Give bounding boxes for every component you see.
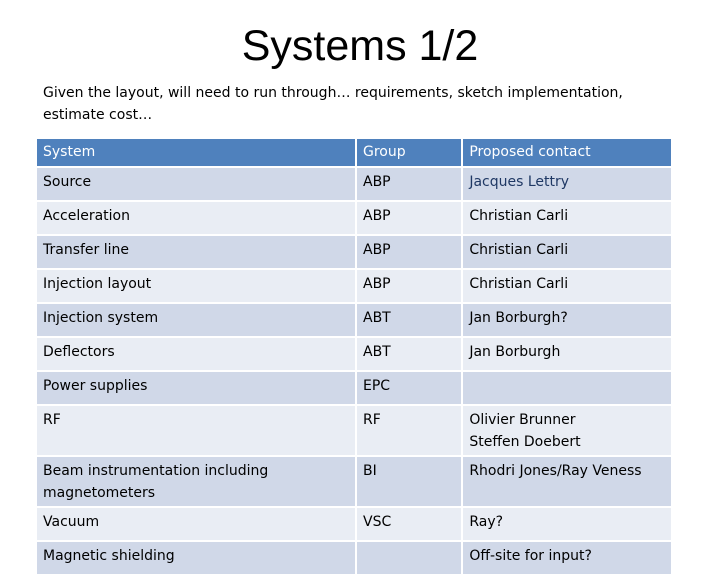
header-system: System <box>37 139 355 166</box>
cell-system: Acceleration <box>37 202 355 234</box>
table-row <box>37 168 671 200</box>
table-row <box>37 270 671 302</box>
cell-contact: Jan Borburgh? <box>463 304 671 336</box>
slide-subtitle: Given the layout, will need to run through… requirements, sketch implementation, estimate cost… <box>43 85 623 123</box>
cell-system: Source <box>37 168 355 200</box>
cell-contact: Rhodri Jones/Ray Veness <box>463 457 671 506</box>
cell-contact: Olivier Brunner Steffen Doebert <box>463 406 671 455</box>
cell-contact-link[interactable]: Jacques Lettry <box>463 168 671 200</box>
cell-group <box>357 542 461 574</box>
table-header-row <box>37 139 671 166</box>
cell-group: ABP <box>357 236 461 268</box>
table-row <box>37 542 671 574</box>
cell-group: EPC <box>357 372 461 404</box>
cell-system: Vacuum <box>37 508 355 540</box>
cell-system: Power supplies <box>37 372 355 404</box>
cell-group: ABP <box>357 270 461 302</box>
table-row <box>37 372 671 404</box>
cell-system: Transfer line <box>37 236 355 268</box>
header-proposed-contact: Proposed contact <box>463 139 671 166</box>
cell-group: BI <box>357 457 461 506</box>
header-group: Group <box>357 139 461 166</box>
cell-system: Injection layout <box>37 270 355 302</box>
cell-group: RF <box>357 406 461 455</box>
cell-contact: Off-site for input? <box>463 542 671 574</box>
table-row <box>37 338 671 370</box>
cell-group: ABP <box>357 202 461 234</box>
cell-contact: Christian Carli <box>463 202 671 234</box>
cell-contact <box>463 372 671 404</box>
table-row <box>37 457 671 506</box>
cell-system: Beam instrumentation including magnetometers <box>37 457 355 506</box>
cell-system: Magnetic shielding <box>37 542 355 574</box>
cell-group: ABT <box>357 338 461 370</box>
cell-contact: Ray? <box>463 508 671 540</box>
table-row <box>37 236 671 268</box>
cell-group: VSC <box>357 508 461 540</box>
cell-contact: Christian Carli <box>463 270 671 302</box>
cell-system: RF <box>37 406 355 455</box>
systems-table <box>35 137 673 576</box>
table-row <box>37 508 671 540</box>
cell-contact: Christian Carli <box>463 236 671 268</box>
table-row <box>37 202 671 234</box>
cell-group: ABT <box>357 304 461 336</box>
cell-group: ABP <box>357 168 461 200</box>
cell-contact: Jan Borburgh <box>463 338 671 370</box>
slide-title: Systems 1/2 <box>241 22 479 70</box>
table-row <box>37 304 671 336</box>
cell-system: Injection system <box>37 304 355 336</box>
table-row <box>37 406 671 455</box>
cell-system: Deflectors <box>37 338 355 370</box>
